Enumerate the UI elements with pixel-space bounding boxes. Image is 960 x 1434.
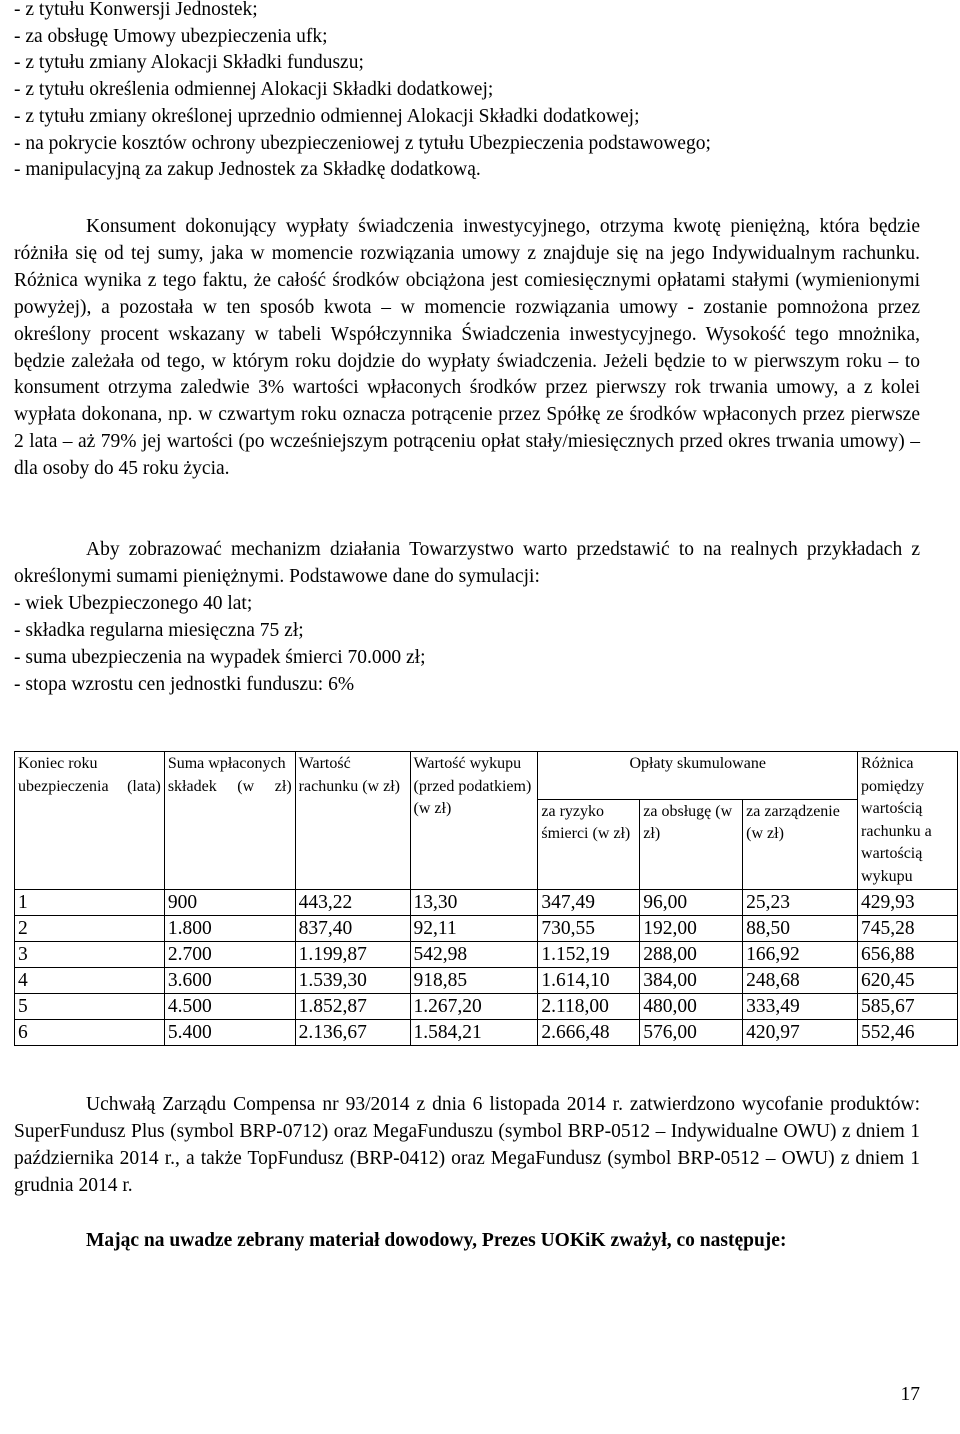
paragraph-conclusion-heading: Mając na uwadze zebrany materiał dowodowy, Prezes UOKiK zważył, co następuje: (86, 1230, 787, 1251)
cell-year: 5 (15, 994, 165, 1020)
cell-fee-management: 248,68 (743, 968, 858, 994)
table-header-row (15, 752, 958, 800)
cell-year: 2 (15, 916, 165, 942)
paragraph-simulation-intro: Aby zobrazować mechanizm działania Towarzystwo warto przedstawić to na realnych przykładach z określonymi sumami pieniężnymi. Podstawowe dane do symulacji: (14, 539, 920, 587)
table-row (15, 942, 958, 968)
cell-paid: 900 (164, 890, 295, 916)
table-row (15, 890, 958, 916)
paragraph-consumer-payout: Konsument dokonujący wypłaty świadczenia inwestycyjnego, otrzyma kwotę pieniężną, która będzie różniła się od tej sumy, jaka w momencie rozwiązania umowy z znajduje się na jego Indywidualnym rachunku. Różnica wynika z tego faktu, że całość środków obciążona jest comiesięcznymi opłatami stałymi (wymienionymi powyżej), a pozostała w ten sposób kwota – w momencie rozwiązania umowy - zostanie pomnożona przez określony procent wskazany w tabeli Współczynnika Świadczenia inwestycyjnego. Wysokość tego mnożnika, będzie zależała od tego, w którym roku dojdzie do wypłaty świadczenia. Jeżeli będzie to w pierwszym roku – to konsument otrzyma zaledwie 3% wartości wpłaconych środków przez pierwszy rok trwania umowy, a z kolei wypłata dokonana, np. w czwartym roku oznacza potrącenie przez Spółkę ze środków wpłaconych przez pierwsze 2 lata – aż 79% jej wartości (po wcześniejszym potrąceniu opłat stały/miesięcznych przed okres trwania umowy) – dla osoby do 45 roku życia. (14, 216, 920, 480)
cell-year: 6 (15, 1020, 165, 1046)
cell-surrender: 918,85 (410, 968, 538, 994)
list-item: - z tytułu zmiany Alokacji Składki funduszu; (14, 52, 364, 74)
cell-paid: 2.700 (164, 942, 295, 968)
cell-paid: 5.400 (164, 1020, 295, 1046)
cell-account: 1.852,87 (295, 994, 410, 1020)
fee-list (14, 0, 711, 184)
cell-surrender: 13,30 (410, 890, 538, 916)
list-item: - wiek Ubezpieczonego 40 lat; (14, 593, 253, 614)
header-surrender-value: Wartość wykupu (przed podatkiem) (w zł) (410, 752, 538, 890)
cell-difference: 429,93 (858, 890, 958, 916)
cell-difference: 552,46 (858, 1020, 958, 1046)
cell-fee-service: 288,00 (640, 942, 743, 968)
header-fee-management: za zarządzenie (w zł) (743, 799, 858, 889)
cell-fee-risk: 2.666,48 (538, 1020, 640, 1046)
list-item: - manipulacyjną za zakup Jednostek za Składkę dodatkową. (14, 159, 481, 181)
cell-fee-service: 192,00 (640, 916, 743, 942)
simulation-table (14, 751, 958, 1046)
cell-fee-risk: 347,49 (538, 890, 640, 916)
cell-surrender: 542,98 (410, 942, 538, 968)
cell-fee-management: 88,50 (743, 916, 858, 942)
cell-difference: 745,28 (858, 916, 958, 942)
cell-fee-risk: 2.118,00 (538, 994, 640, 1020)
header-fee-service: za obsługę (w zł) (640, 799, 743, 889)
cell-fee-management: 333,49 (743, 994, 858, 1020)
simulation-parameters-list (14, 590, 426, 698)
cell-fee-service: 480,00 (640, 994, 743, 1020)
table-row (15, 916, 958, 942)
list-item: - z tytułu Konwersji Jednostek; (14, 0, 258, 20)
page-number: 17 (900, 1384, 920, 1405)
list-item: - z tytułu zmiany określonej uprzednio odmiennej Alokacji Składki dodatkowej; (14, 105, 640, 127)
header-account-value: Wartość rachunku (w zł) (295, 752, 410, 890)
cell-fee-risk: 1.614,10 (538, 968, 640, 994)
table-row (15, 994, 958, 1020)
cell-difference: 620,45 (858, 968, 958, 994)
cell-surrender: 1.584,21 (410, 1020, 538, 1046)
list-item: - z tytułu określenia odmiennej Alokacji Składki dodatkowej; (14, 79, 494, 101)
list-item: - suma ubezpieczenia na wypadek śmierci 70.000 zł; (14, 647, 426, 668)
cell-paid: 3.600 (164, 968, 295, 994)
cell-year: 4 (15, 968, 165, 994)
cell-fee-risk: 1.152,19 (538, 942, 640, 968)
cell-fee-management: 420,97 (743, 1020, 858, 1046)
table-row (15, 1020, 958, 1046)
paragraph-board-resolution: Uchwałą Zarządu Compensa nr 93/2014 z dnia 6 listopada 2014 r. zatwierdzono wycofanie produktów: SuperFundusz Plus (symbol BRP-0712) oraz MegaFunduszu (symbol BRP-0512 – Indywidualne OWU) z dniem 1 października 2014 r., a także TopFundusz (BRP-0412) oraz MegaFundusz (symbol BRP-0512 – OWU) z dniem 1 grudnia 2014 r. (14, 1094, 920, 1196)
cell-account: 2.136,67 (295, 1020, 410, 1046)
header-paid-premiums: Suma wpłaconych składek (w zł) (164, 752, 295, 890)
list-item: - stopa wzrostu cen jednostki funduszu: 6% (14, 674, 355, 695)
cell-paid: 1.800 (164, 916, 295, 942)
header-year: Koniec roku ubezpieczenia (lata) (15, 752, 165, 890)
cell-surrender: 1.267,20 (410, 994, 538, 1020)
header-cumulative-fees: Opłaty skumulowane (538, 752, 858, 800)
cell-year: 3 (15, 942, 165, 968)
cell-fee-service: 96,00 (640, 890, 743, 916)
cell-fee-service: 384,00 (640, 968, 743, 994)
cell-fee-risk: 730,55 (538, 916, 640, 942)
list-item: - na pokrycie kosztów ochrony ubezpieczeniowej z tytułu Ubezpieczenia podstawowego; (14, 132, 711, 154)
list-item: - za obsługę Umowy ubezpieczenia ufk; (14, 25, 328, 47)
cell-paid: 4.500 (164, 994, 295, 1020)
cell-fee-service: 576,00 (640, 1020, 743, 1046)
cell-surrender: 92,11 (410, 916, 538, 942)
header-difference: Różnica pomiędzy wartością rachunku a wartością wykupu (858, 752, 958, 890)
list-item: - składka regularna miesięczna 75 zł; (14, 620, 304, 641)
cell-account: 1.199,87 (295, 942, 410, 968)
cell-fee-management: 25,23 (743, 890, 858, 916)
cell-account: 837,40 (295, 916, 410, 942)
cell-account: 1.539,30 (295, 968, 410, 994)
cell-fee-management: 166,92 (743, 942, 858, 968)
cell-difference: 585,67 (858, 994, 958, 1020)
header-fee-risk: za ryzyko śmierci (w zł) (538, 799, 640, 889)
cell-year: 1 (15, 890, 165, 916)
cell-difference: 656,88 (858, 942, 958, 968)
cell-account: 443,22 (295, 890, 410, 916)
table-row (15, 968, 958, 994)
